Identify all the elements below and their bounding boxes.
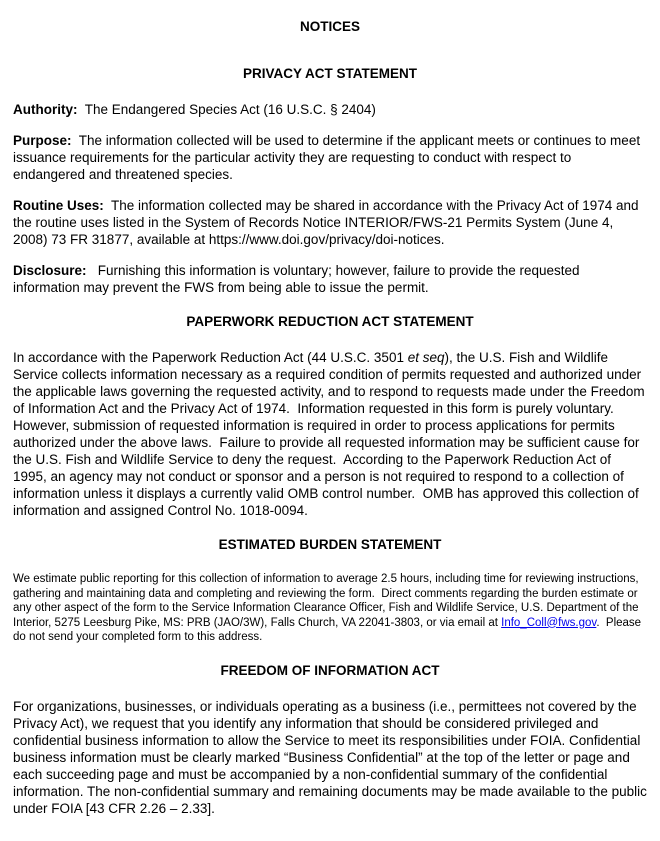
authority-label: Authority:: [13, 102, 78, 117]
disclosure-label: Disclosure:: [13, 263, 87, 278]
paperwork-reduction-heading: PAPERWORK REDUCTION ACT STATEMENT: [186, 314, 474, 329]
page-title: NOTICES: [299, 19, 360, 34]
foia-heading: FREEDOM OF INFORMATION ACT: [220, 662, 440, 678]
disclosure-paragraph: [13, 262, 647, 296]
routine-uses-text: The information collected may be shared in accordance with the Privacy Act of 1974 and the routine uses listed in the System of Records Notice INTERIOR/FWS-21 Permits System (June 4, 2008) 73 FR 31877, available at https://www.doi.gov/privacy/doi-notices.: [13, 198, 643, 247]
purpose-paragraph: [13, 132, 647, 183]
estimated-burden-paragraph: [13, 572, 647, 645]
routine-uses-label: Routine Uses:: [13, 198, 104, 213]
authority-paragraph: [13, 101, 647, 118]
foia-paragraph: For organizations, businesses, or individuals operating as a business (i.e., permittees not covered by the Privacy Act), we request that you identify any information that should be considered privileged and confidential business information to allow the Service to meet its responsibilities under FOIA. Confidential business information must be clearly marked “Business Confidential” at the top of the letter or page and each succeeding page and must be accompanied by a non-confidential summary of the confidential information. The non-confidential summary and remaining documents may be made available to the public under FOIA [43 CFR 2.26 – 2.33].: [13, 698, 651, 816]
et-seq-italic: et seq: [407, 350, 445, 365]
paperwork-reduction-paragraph: [13, 349, 647, 519]
purpose-label: Purpose:: [13, 133, 72, 148]
burden-text-after-link: . Please do not send your completed form to this address.: [13, 616, 645, 643]
purpose-text: The information collected will be used to determine if the applicant meets or continues to meet issuance requirements for the particular activity they are requesting to conduct with respect to endangered and threatened species.: [13, 133, 644, 182]
disclosure-text: Furnishing this information is voluntary; however, failure to provide the requested information may prevent the FWS from being able to issue the permit.: [13, 263, 584, 295]
paperwork-text-after-italic: ), the U.S. Fish and Wildlife Service collects information necessary as a required condition of permits requested and authorized under the applicable laws governing the requested activity, and to respond to requests made under the Freedom of Information Act and the Privacy Act of 1974. Information requested in this form is purely voluntary. However, submission of requested information is required in order to process applications for permits authorized under the above laws. Failure to provide all requested information may be sufficient cause for the U.S. Fish and Wildlife Service to deny the request. According to the Paperwork Reduction Act of 1995, an agency may not conduct or sponsor and a person is not required to respond to a collection of information unless it displays a currently valid OMB control number. OMB has approved this collection of information and assigned Control No. 1018-0094.: [13, 350, 649, 518]
email-link[interactable]: Info_Coll@fws.gov: [501, 616, 597, 629]
paperwork-text-before-italic: In accordance with the Paperwork Reduction Act (44 U.S.C. 3501: [13, 350, 408, 365]
burden-text-before-link: We estimate public reporting for this collection of information to average 2.5 hours, including time for reviewing instructions, gathering and maintaining data and completing and reviewing the form. Direct comments regarding the burden estimate or any other aspect of the form to the Service Information Clearance Officer, Fish and Wildlife Service, U.S. Department of the Interior, 5275 Leesburg Pike, MS: PRB (JAO/3W), Falls Church, VA 22041-3803, or via email at: [13, 573, 642, 629]
routine-uses-paragraph: [13, 197, 647, 248]
authority-text: The Endangered Species Act (16 U.S.C. § 2404): [77, 102, 376, 117]
privacy-act-heading: PRIVACY ACT STATEMENT: [242, 66, 417, 81]
estimated-burden-heading: ESTIMATED BURDEN STATEMENT: [218, 537, 442, 552]
